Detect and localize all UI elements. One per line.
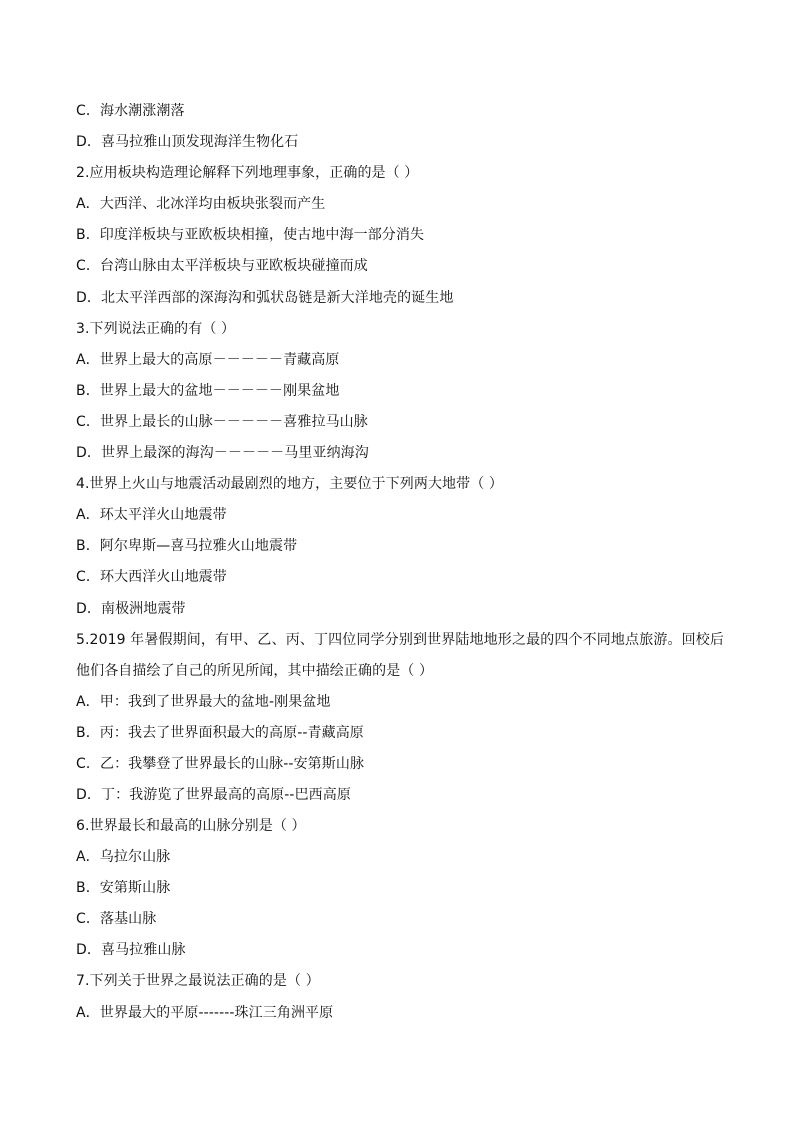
option-b-q4: B．阿尔卑斯—喜马拉雅火山地震带 <box>76 538 298 555</box>
option-c-q3: C．世界上最长的山脉－－－－－喜雅拉马山脉 <box>76 413 368 430</box>
option-c-q4: C．环大西洋火山地震带 <box>76 569 227 586</box>
question-5: 5.2019 年暑假期间，有甲、乙、丙、丁四位同学分别到世界陆地地形之最的四个不同地点旅游。回校后他们各自描绘了自己的所见所闻，其中描绘正确的是（ ） <box>76 631 724 679</box>
question-2: 2.应用板块构造理论解释下列地理事象，正确的是（ ） <box>76 165 419 182</box>
option-a-q4: A．环太平洋火山地震带 <box>76 507 227 524</box>
option-d-q4: D．南极洲地震带 <box>76 600 186 617</box>
option-c-q2: C．台湾山脉由太平洋板块与亚欧板块碰撞而成 <box>76 258 368 275</box>
option-c-q5: C．乙：我攀登了世界最长的山脉--安第斯山脉 <box>76 755 365 772</box>
option-c-q6: C．落基山脉 <box>76 911 157 928</box>
question-6: 6.世界最长和最高的山脉分别是（ ） <box>76 817 306 834</box>
option-c-q1: C．海水潮涨潮落 <box>76 103 185 119</box>
option-d-q2: D．北太平洋西部的深海沟和弧状岛链是新大洋地壳的诞生地 <box>76 289 454 306</box>
option-d-q1: D．喜马拉雅山顶发现海洋生物化石 <box>76 134 299 151</box>
option-b-q3: B．世界上最大的盆地－－－－－刚果盆地 <box>76 382 340 399</box>
option-d-q6: D．喜马拉雅山脉 <box>76 942 186 959</box>
option-d-q3: D．世界上最深的海沟－－－－－马里亚纳海沟 <box>76 445 369 462</box>
question-3: 3.下列说法正确的有（ ） <box>76 320 236 337</box>
option-a-q6: A．乌拉尔山脉 <box>76 849 171 866</box>
option-a-q5: A．甲：我到了世界最大的盆地-刚果盆地 <box>76 693 331 710</box>
option-a-q3: A．世界上最大的高原－－－－－青藏高原 <box>76 351 340 368</box>
question-list <box>76 96 736 1029</box>
option-d-q5: D．丁：我游览了世界最高的高原--巴西高原 <box>76 786 351 803</box>
option-b-q5: B．丙：我去了世界面积最大的高原--青藏高原 <box>76 724 364 741</box>
option-a-q7: A．世界最大的平原-------珠江三角洲平原 <box>76 1004 334 1021</box>
question-7: 7.下列关于世界之最说法正确的是（ ） <box>76 973 320 990</box>
option-b-q2: B．印度洋板块与亚欧板块相撞，使古地中海一部分消失 <box>76 227 425 244</box>
option-a-q2: A．大西洋、北冰洋均由板块张裂而产生 <box>76 196 326 213</box>
question-4: 4.世界上火山与地震活动最剧烈的地方，主要位于下列两大地带（ ） <box>76 476 504 493</box>
option-b-q6: B．安第斯山脉 <box>76 880 171 897</box>
